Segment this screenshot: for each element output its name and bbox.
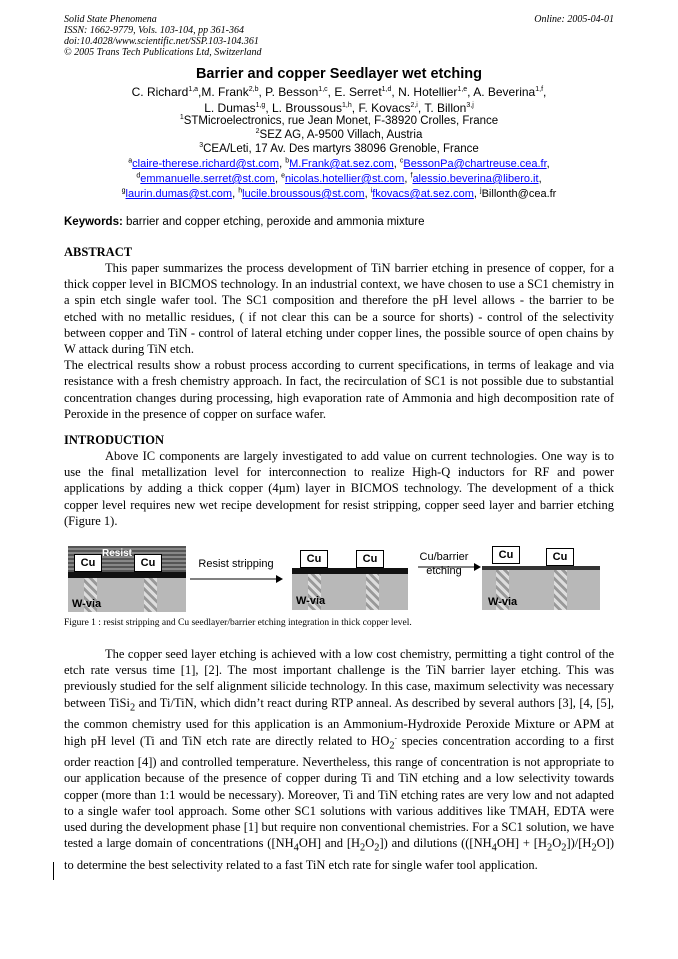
email-link[interactable]: claire-therese.richard@st.com [132,158,280,170]
figure-panel-after-stripping [292,546,408,610]
figure-1-caption: Figure 1 : resist stripping and Cu seedlayer/barrier etching integration in thick copper level. [64,618,412,628]
copper-block: Cu [492,546,520,564]
body-section [64,646,614,873]
author: L. Dumas [204,101,256,115]
author: F. Kovacs [358,101,411,115]
emails [0,157,678,202]
abstract-body [64,260,614,422]
arrow-right-icon [188,574,284,584]
w-via-label: W-via [296,595,326,607]
copper-block: Cu [356,550,384,568]
authors-line-2: L. Dumas$^{1,g}$, L. Broussous$^{1,h}$, F. Kovacs$^{2,i}$, T. Billon$^{3,j}$ [204,101,474,115]
email-link[interactable]: nicolas.hotellier@st.com [284,173,405,185]
author: M. Frank [201,85,249,99]
doi: doi:10.4028/www.scientific.net/SSP.103-104.361 [64,36,259,47]
email-text: Billonth@cea.fr [481,188,557,200]
copper-block: Cu [134,554,162,572]
w-via-label: W-via [72,598,102,610]
keywords-label: Keywords: [64,216,123,228]
introduction-heading: INTRODUCTION [64,433,165,447]
author: C. Richard [131,85,189,99]
author: A. Beverina [473,85,536,99]
email-link[interactable]: M.Frank@at.sez.com [289,158,394,170]
email-link[interactable]: lucile.broussous@st.com [242,188,365,200]
step-label-resist-stripping: Resist stripping [198,558,274,570]
abstract-heading: ABSTRACT [64,245,133,259]
emails-line-3: $^g$laurin.dumas@st.com, $^h$lucile.broussous@st.com, $^i$fkovacs@at.sez.com, $^j$Billonth@cea.fr [121,187,557,200]
author: E. Serret [334,85,382,99]
affiliation: $^1$STMicroelectronics, rue Jean Monet, F-38920 Crolles, France [179,114,499,127]
email-link[interactable]: BessonPa@chartreuse.cea.fr [403,158,547,170]
figure-panel-before-stripping [68,546,186,612]
issn: ISSN: 1662-9779, Vols. 103-104, pp 361-364 [64,25,244,36]
abstract-paragraph-1: This paper summarizes the process development of TiN barrier etching in presence of copper, for a thick copper level in BICMOS technology. In an industrial context, we have chosen to use a SC1 chemistry in a spin etch single wafer tool. The SC1 composition and therefore the pH level allows - the barrier to be etched with no metallic residues, ( if not clear this can be a source for shorts) - control of the selectivity between copper and TiN - control of lateral etching under copper lines, the possible source of open chains by W attack during TiN etch. [64,261,614,357]
copyright: © 2005 Trans Tech Publications Ltd, Switzerland [64,47,262,58]
author: N. Hotellier [398,85,458,99]
author: T. Billon [424,101,467,115]
resist-label: Resist [102,548,133,559]
email-link[interactable]: laurin.dumas@st.com [125,188,233,200]
w-via-label: W-via [488,596,518,608]
affiliation: $^2$SEZ AG, A-9500 Villach, Austria [255,128,423,141]
body-paragraph-2: The copper seed layer etching is achieved with a low cost chemistry, permitting a tight control of the etch rate versus time [1], [2]. The most important challenge is the TiN barrier layer etching. This was previously studied for the self alignment silicide technology. In this case, maximum selectivity was necessary between TiSi$_2$ and Ti/TiN, which didn’t react during RTP anneal. As described by several authors [3], [4, [5], the common chemistry used for this application is an Ammonium-Hydroxide Peroxide Mixture or APM at high pH level (Ti and TiN etch rate are directly related to $HO_2^-$ species concentration according to a first order reaction [4]) and controlled temperature. Nevertheless, this range of concentration is not appropriate to our application because of the presence of copper during Ti and TiN etching and a low selectivity towards copper (more than 1:1 would be necessary). Moreover, Ti and TiN etching rates are very low and not adapted to a single wafer tool approach. Some other SC1 solutions with various additives like TMAH, EDTA were used during the development phase [1] but require non conventional chemistries. For a SC1 solution, we have tested a large domain of concentrations ($[NH_4OH]$ and $[H_2O_2]$) and dilutions $(([NH_4OH] + [H_2O_2])/[H_2O])$ to determine the best selectivity related to a fast TiN etch rate for single wafer tool application. [64,647,614,872]
email-link[interactable]: fkovacs@at.sez.com [372,188,474,200]
authors-line-1: C. Richard$^{1,a}$,M. Frank$^{2,b}$, P. Besson$^{1,c}$, E. Serret$^{1,d}$, N. Hotellier$^{1,e}$, A. Beverina$^{1,f}$, [131,85,547,99]
emails-line-1: $^a$claire-therese.richard@st.com, $^b$M.Frank@at.sez.com, $^c$BessonPa@chartreuse.cea.fr, [128,157,550,170]
copper-block: Cu [74,554,102,572]
keywords-text: barrier and copper etching, peroxide and ammonia mixture [126,216,425,228]
affiliation: $^3$CEA/Leti, 17 Av. Des martyrs 38096 Grenoble, France [199,142,479,155]
copper-block: Cu [546,548,574,566]
figure-panel-after-etching [482,544,600,610]
authors [0,84,678,116]
step-label-cu-barrier-etching: Cu/barrier etching [419,551,469,577]
emails-line-2: $^d$emmanuelle.serret@st.com, $^e$nicolas.hotellier@st.com, $^f$alessio.beverina@libero.it, [136,172,542,185]
affiliations [0,114,678,156]
introduction-body [64,448,614,529]
keywords [64,216,425,228]
email-link[interactable]: emmanuelle.serret@st.com [140,173,275,185]
intro-paragraph-1: Above IC components are largely investigated to add value on current technologies. One way is to use the final metallization level for interconnection to realize High-Q inductors for RF and power applications by adding a thick copper (4µm) layer in BICMOS technology. The development of a thick copper level requires new wet recipe development for resist stripping, copper seed layer and barrier etching (Figure 1). [64,449,614,528]
email-link[interactable]: alessio.beverina@libero.it [412,173,539,185]
journal-name: Solid State Phenomena [64,14,157,25]
author: L. Broussous [271,101,343,115]
abstract-paragraph-2: The electrical results show a robust process according to current specifications, in terms of leakage and via resistance with a fresh chemistry approach. In fact, the recirculation of SC1 is not possible due to substantial concentration changes during processing, high evaporation rate of Ammonia and high decomposition rate of Peroxide in the presence of copper on surface wafer. [64,358,614,421]
figure-1 [64,540,614,615]
author: P. Besson [265,85,319,99]
paper-title: Barrier and copper Seedlayer wet etching [195,66,483,82]
online-date: Online: 2005-04-01 [534,14,614,25]
change-bar [53,862,54,880]
arrow-right-icon [416,562,482,572]
journal-header [64,14,262,58]
copper-block: Cu [300,550,328,568]
